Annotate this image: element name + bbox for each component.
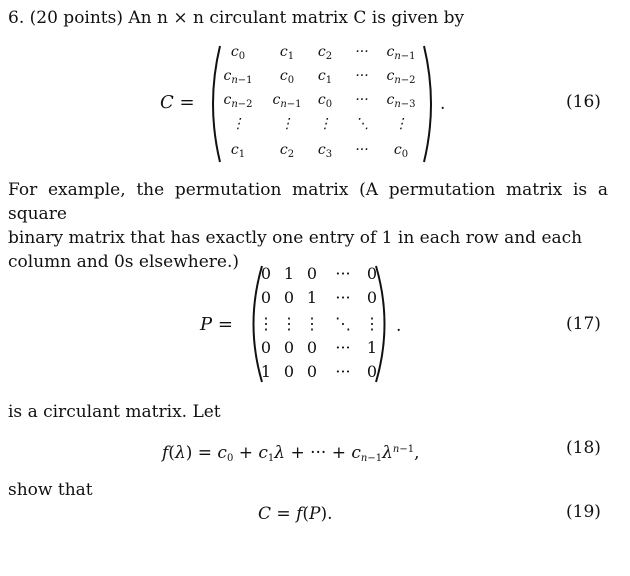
eq16-lhs: C = bbox=[160, 92, 195, 113]
eq16-cell-r5c3: $c_3$ bbox=[317, 142, 333, 160]
eq17-cell-r5c1: 1 bbox=[260, 362, 272, 381]
eq16-cell-r5c4: ··· bbox=[355, 142, 369, 158]
equation-19 bbox=[0, 500, 630, 530]
eq16-cell-r4c3: ⋮ bbox=[318, 116, 332, 132]
eq16-cell-r4c2: ⋮ bbox=[280, 116, 294, 132]
eq17-cell-r2c1: 0 bbox=[260, 288, 272, 307]
eq16-cell-r5c2: $c_2$ bbox=[279, 142, 295, 160]
eq17-cell-r1c3: 0 bbox=[306, 264, 318, 283]
eq16-cell-r3c2: $c_{n-1}$ bbox=[272, 92, 302, 110]
equation-17 bbox=[0, 262, 630, 386]
eq16-brackets bbox=[0, 40, 630, 168]
eq17-cell-r1c2: 1 bbox=[283, 264, 295, 283]
para-line-2: binary matrix that has exactly one entry of 1 in each row and each bbox=[8, 228, 583, 248]
eq17-cell-r2c3: 1 bbox=[306, 288, 318, 307]
para-line-1: For example, the permutation matrix (A permutation matrix is a square bbox=[8, 180, 608, 224]
eq19-expression: C = f(P). bbox=[258, 504, 333, 524]
eq19-tag: (19) bbox=[566, 502, 601, 522]
eq16-cell-r1c1: $c_0$ bbox=[230, 44, 246, 62]
line-show-that: show that bbox=[8, 480, 93, 500]
eq17-cell-r4c5: 1 bbox=[366, 338, 378, 357]
eq16-cell-r3c3: $c_0$ bbox=[317, 92, 333, 110]
equation-16 bbox=[0, 40, 630, 168]
eq17-cell-r3c3: ⋮ bbox=[304, 314, 320, 333]
eq17-cell-r3c1: ⋮ bbox=[258, 314, 274, 333]
equation-18 bbox=[0, 436, 630, 466]
eq16-cell-r3c5: $c_{n-3}$ bbox=[386, 92, 416, 110]
eq17-cell-r2c4: ··· bbox=[335, 288, 351, 307]
eq17-cell-r1c1: 0 bbox=[260, 264, 272, 283]
eq17-cell-r5c3: 0 bbox=[306, 362, 318, 381]
problem-number: 6. bbox=[8, 8, 25, 28]
eq18-tag: (18) bbox=[566, 438, 601, 458]
para-line-3: column and 0s elsewhere.) bbox=[8, 252, 239, 272]
eq17-cell-r5c5: 0 bbox=[366, 362, 378, 381]
eq16-cell-r4c4: ⋱ bbox=[355, 116, 369, 132]
eq17-cell-r4c4: ··· bbox=[335, 338, 351, 357]
problem-points: (20 points) bbox=[29, 8, 123, 28]
eq17-cell-r4c2: 0 bbox=[283, 338, 295, 357]
eq16-cell-r2c2: $c_0$ bbox=[279, 68, 295, 86]
eq17-cell-r1c5: 0 bbox=[366, 264, 378, 283]
eq18-expression: $f(\lambda) = c_0 + c_1\lambda$ + ··· + $c_{n-1}\lambda^{n-1}$, bbox=[162, 443, 420, 464]
eq16-cell-r1c5: $c_{n-1}$ bbox=[386, 44, 416, 62]
line-circulant: is a circulant matrix. Let bbox=[8, 402, 221, 422]
eq17-cell-r3c5: ⋮ bbox=[364, 314, 380, 333]
eq16-tag: (16) bbox=[566, 92, 601, 112]
problem-statement bbox=[8, 6, 464, 30]
eq17-period: . bbox=[396, 316, 402, 336]
eq17-cell-r1c4: ··· bbox=[335, 264, 351, 283]
eq16-cell-r3c1: $c_{n-2}$ bbox=[223, 92, 253, 110]
eq16-cell-r4c1: ⋮ bbox=[231, 116, 245, 132]
eq17-cell-r4c3: 0 bbox=[306, 338, 318, 357]
eq16-cell-r4c5: ⋮ bbox=[394, 116, 408, 132]
eq17-lhs: P = bbox=[200, 314, 233, 335]
eq17-cell-r5c4: ··· bbox=[335, 362, 351, 381]
eq16-cell-r3c4: ··· bbox=[355, 92, 369, 108]
eq16-cell-r2c5: $c_{n-2}$ bbox=[386, 68, 416, 86]
eq17-cell-r3c4: ⋱ bbox=[335, 314, 351, 333]
eq17-cell-r3c2: ⋮ bbox=[281, 314, 297, 333]
eq16-cell-r2c3: $c_1$ bbox=[317, 68, 333, 86]
eq16-cell-r1c3: $c_2$ bbox=[317, 44, 333, 62]
eq17-cell-r4c1: 0 bbox=[260, 338, 272, 357]
eq16-cell-r1c2: $c_1$ bbox=[279, 44, 295, 62]
eq17-cell-r2c5: 0 bbox=[366, 288, 378, 307]
eq17-tag: (17) bbox=[566, 314, 601, 334]
eq16-cell-r5c1: $c_1$ bbox=[230, 142, 246, 160]
eq16-cell-r2c1: $c_{n-1}$ bbox=[223, 68, 253, 86]
paragraph-example bbox=[8, 178, 608, 274]
eq17-cell-r2c2: 0 bbox=[283, 288, 295, 307]
eq16-cell-r1c4: ··· bbox=[355, 44, 369, 60]
eq16-cell-r2c4: ··· bbox=[355, 68, 369, 84]
eq17-cell-r5c2: 0 bbox=[283, 362, 295, 381]
eq16-cell-r5c5: $c_0$ bbox=[393, 142, 409, 160]
problem-text: An n × n circulant matrix C is given by bbox=[128, 8, 465, 28]
eq16-period: . bbox=[440, 94, 446, 114]
